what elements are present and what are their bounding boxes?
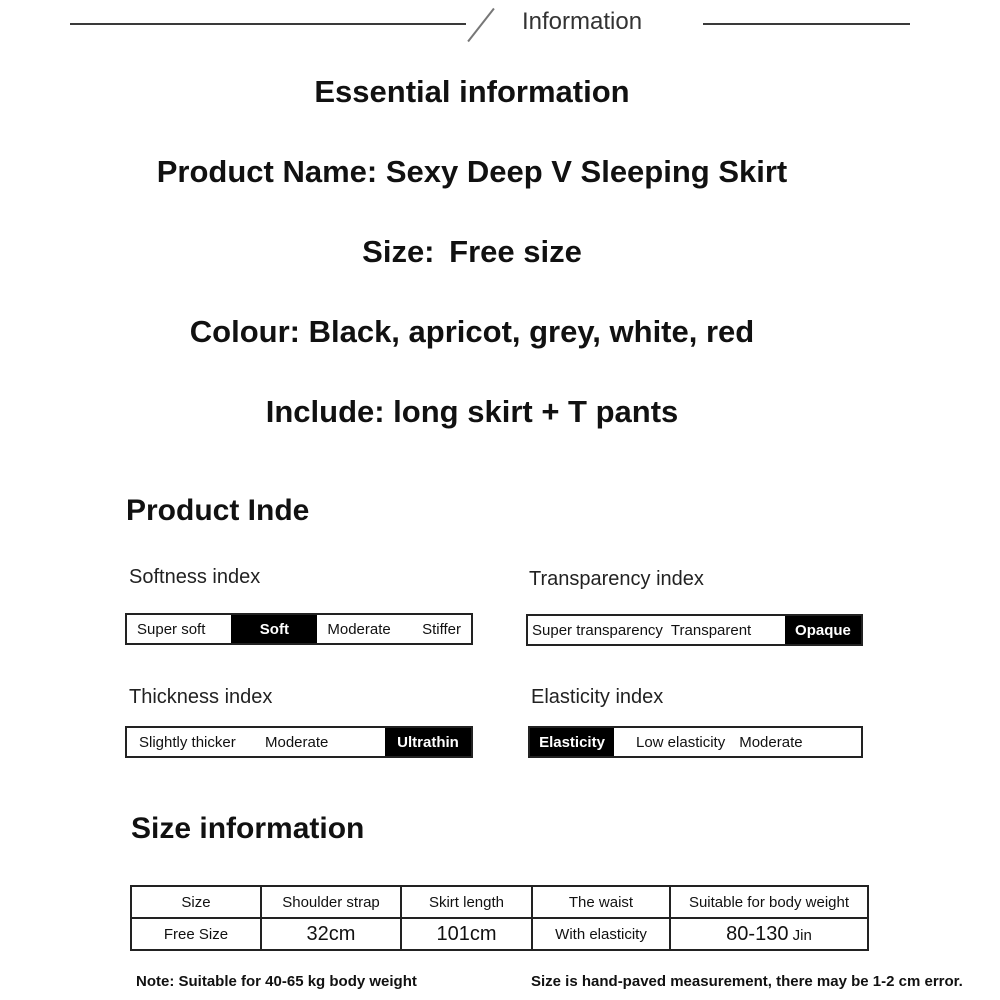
size-line bbox=[0, 234, 944, 270]
softness-option-super-soft: Super soft bbox=[137, 620, 206, 638]
size-information-title: Size information bbox=[131, 812, 365, 845]
essential-title: Essential information bbox=[314, 74, 630, 109]
thickness-option-ultrathin: Ultrathin bbox=[385, 728, 471, 756]
transparency-option-super: Super transparency bbox=[532, 621, 663, 639]
softness-option-soft: Soft bbox=[231, 615, 317, 643]
table-header-cell: Skirt length bbox=[401, 886, 532, 918]
transparency-option-transparent: Transparent bbox=[670, 621, 752, 639]
size-table bbox=[130, 885, 869, 951]
thickness-option-moderate: Moderate bbox=[265, 733, 329, 751]
header-slash-icon bbox=[467, 8, 494, 42]
elasticity-index-scale bbox=[528, 726, 863, 758]
table-header-cell: Size bbox=[131, 886, 261, 918]
colour-line: Colour: Black, apricot, grey, white, red bbox=[189, 314, 755, 349]
transparency-index-label: Transparency index bbox=[529, 568, 704, 590]
thickness-index-scale bbox=[125, 726, 473, 758]
softness-index-scale bbox=[125, 613, 473, 645]
table-cell-size: Free Size bbox=[131, 918, 261, 950]
transparency-option-opaque: Opaque bbox=[785, 616, 861, 644]
elasticity-option-low: Low elasticity bbox=[636, 733, 726, 751]
table-cell-shoulder: 32cm bbox=[261, 918, 401, 950]
table-row bbox=[131, 918, 868, 950]
table-header-cell: The waist bbox=[532, 886, 670, 918]
table-cell-waist: With elasticity bbox=[532, 918, 670, 950]
header-title: Information bbox=[522, 8, 643, 35]
size-label: Size: bbox=[362, 234, 435, 269]
header-rule-right bbox=[703, 23, 910, 25]
table-header-cell: Suitable for body weight bbox=[670, 886, 868, 918]
table-cell-weight bbox=[670, 918, 868, 950]
thickness-index-label: Thickness index bbox=[129, 686, 273, 708]
size-value: Free size bbox=[449, 234, 582, 269]
weight-unit: Jin bbox=[792, 926, 812, 944]
note-left: Note: Suitable for 40-65 kg body weight bbox=[136, 973, 417, 990]
softness-index-label: Softness index bbox=[129, 566, 261, 588]
transparency-index-scale bbox=[526, 614, 863, 646]
elasticity-option-moderate: Moderate bbox=[739, 733, 803, 751]
note-right: Size is hand-paved measurement, there may be 1-2 cm error. bbox=[531, 973, 963, 990]
thickness-option-thicker: Slightly thicker bbox=[139, 733, 236, 751]
product-index-title: Product Inde bbox=[126, 494, 310, 527]
softness-option-stiffer: Stiffer bbox=[422, 620, 461, 638]
table-cell-length: 101cm bbox=[401, 918, 532, 950]
table-header-row bbox=[131, 886, 868, 918]
softness-option-moderate: Moderate bbox=[327, 620, 391, 638]
elasticity-option-elasticity: Elasticity bbox=[530, 728, 614, 756]
elasticity-index-label: Elasticity index bbox=[531, 686, 664, 708]
include-line: Include: long skirt + T pants bbox=[265, 394, 679, 429]
weight-value: 80-130 bbox=[726, 922, 789, 945]
table-header-cell: Shoulder strap bbox=[261, 886, 401, 918]
product-name: Product Name: Sexy Deep V Sleeping Skirt bbox=[156, 154, 788, 189]
header-rule-left bbox=[70, 23, 466, 25]
